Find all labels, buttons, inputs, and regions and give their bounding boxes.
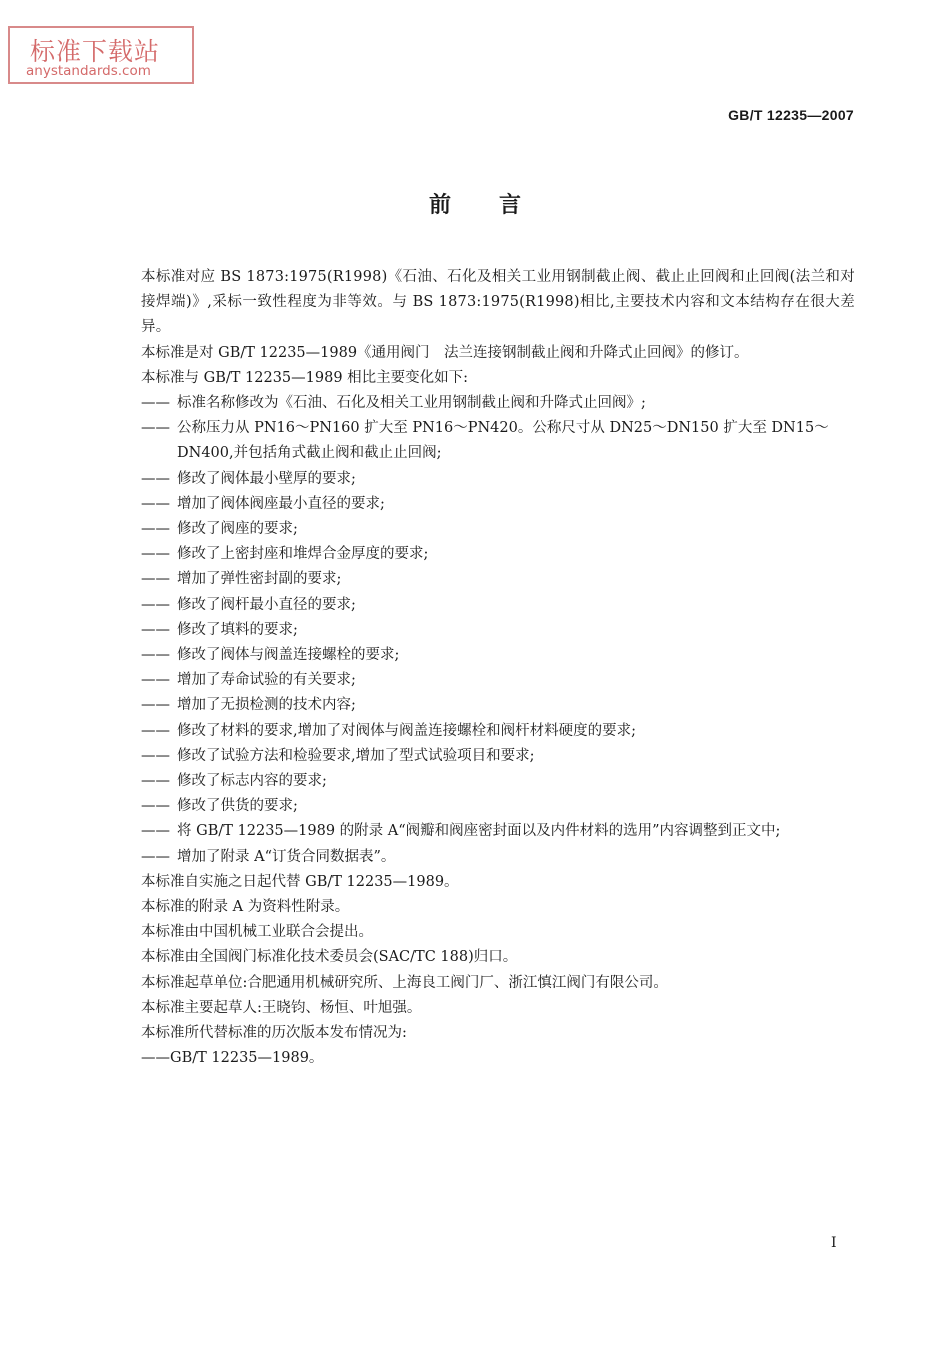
change-text: 增加了无损检测的技术内容; xyxy=(177,697,356,714)
change-item xyxy=(141,668,855,693)
change-text: 修改了阀座的要求; xyxy=(177,521,298,538)
closing-paragraph: 本标准自实施之日起代替 GB/T 12235—1989。 xyxy=(141,873,459,890)
document-body xyxy=(141,265,855,1072)
change-item xyxy=(141,819,855,844)
change-item xyxy=(141,769,855,794)
change-item xyxy=(141,719,855,744)
change-text: 修改了供货的要求; xyxy=(177,798,298,815)
change-text: 增加了弹性密封副的要求; xyxy=(177,571,342,588)
history-item xyxy=(141,1046,855,1071)
change-item xyxy=(141,517,855,542)
closing-paragraph: 本标准由中国机械工业联合会提出。 xyxy=(141,924,373,941)
dash-mark: —— xyxy=(141,647,170,664)
change-item xyxy=(141,593,855,618)
change-item xyxy=(141,794,855,819)
dash-mark: —— xyxy=(141,722,170,739)
closing-paragraph: 本标准主要起草人:王晓钧、杨恒、叶旭强。 xyxy=(141,999,422,1016)
change-item xyxy=(141,643,855,668)
dash-mark: —— xyxy=(141,672,170,689)
change-text: 增加了阀体阀座最小直径的要求; xyxy=(177,495,385,512)
closing-paragraph: 本标准的附录 A 为资料性附录。 xyxy=(141,899,350,916)
dash-mark: —— xyxy=(141,848,170,865)
change-text: 修改了阀体与阀盖连接螺栓的要求; xyxy=(177,647,400,664)
intro-paragraph: 本标准与 GB/T 12235—1989 相比主要变化如下: xyxy=(141,369,469,386)
change-text: 修改了阀体最小壁厚的要求; xyxy=(177,470,356,487)
dash-mark: —— xyxy=(141,395,170,412)
watermark-stamp xyxy=(8,26,194,84)
change-text: 增加了附录 A“订货合同数据表”。 xyxy=(177,848,396,865)
change-item xyxy=(141,567,855,592)
change-item xyxy=(141,416,855,466)
change-text: 修改了填料的要求; xyxy=(177,621,298,638)
change-item xyxy=(141,391,855,416)
change-text: 修改了阀杆最小直径的要求; xyxy=(177,596,356,613)
dash-mark: —— xyxy=(141,596,170,613)
watermark-url: anystandards.com xyxy=(26,63,151,79)
dash-mark: —— xyxy=(141,697,170,714)
dash-mark: —— xyxy=(141,1050,170,1067)
dash-mark: —— xyxy=(141,571,170,588)
history-text: GB/T 12235—1989。 xyxy=(170,1050,324,1067)
change-item xyxy=(141,492,855,517)
change-text: 修改了试验方法和检验要求,增加了型式试验项目和要求; xyxy=(177,747,535,764)
dash-mark: —— xyxy=(141,546,170,563)
change-item xyxy=(141,744,855,769)
change-text: 增加了寿命试验的有关要求; xyxy=(177,672,356,689)
closing-paragraph: 本标准由全国阀门标准化技术委员会(SAC/TC 188)归口。 xyxy=(141,949,518,966)
dash-mark: —— xyxy=(141,798,170,815)
intro-paragraph: 本标准对应 BS 1873:1975(R1998)《石油、石化及相关工业用钢制截止阀、截止止回阀和止回阀(法兰和对接焊端)》,采标一致性程度为非等效。与 BS 1873:1975(R1998)相比,主要技术内容和文本结构存在很大差异。 xyxy=(141,269,855,336)
change-item xyxy=(141,693,855,718)
change-text: 公称压力从 PN16～PN160 扩大至 PN16～PN420。公称尺寸从 DN25～DN150 扩大至 DN15～DN400,并包括角式截止阀和截止止回阀; xyxy=(177,420,829,462)
watermark-title: 标准下载站 xyxy=(30,37,161,66)
change-text: 将 GB/T 12235—1989 的附录 A“阀瓣和阀座密封面以及内件材料的选用”内容调整到正文中; xyxy=(177,823,781,840)
dash-mark: —— xyxy=(141,773,170,790)
standard-number: GB/T 12235—2007 xyxy=(728,107,854,123)
change-text: 修改了标志内容的要求; xyxy=(177,773,327,790)
dash-mark: —— xyxy=(141,420,170,437)
page-title: 前言 xyxy=(428,193,569,218)
dash-mark: —— xyxy=(141,747,170,764)
change-text: 修改了上密封座和堆焊合金厚度的要求; xyxy=(177,546,429,563)
closing-paragraph: 本标准所代替标准的历次版本发布情况为: xyxy=(141,1025,407,1042)
change-text: 标准名称修改为《石油、石化及相关工业用钢制截止阀和升降式止回阀》; xyxy=(177,395,646,412)
dash-mark: —— xyxy=(141,495,170,512)
change-item xyxy=(141,845,855,870)
intro-paragraph: 本标准是对 GB/T 12235—1989《通用阀门 法兰连接钢制截止阀和升降式止回阀》的修订。 xyxy=(141,344,749,361)
change-item xyxy=(141,542,855,567)
change-item xyxy=(141,618,855,643)
page-number: I xyxy=(831,1235,837,1251)
dash-mark: —— xyxy=(141,521,170,538)
change-item xyxy=(141,467,855,492)
change-text: 修改了材料的要求,增加了对阀体与阀盖连接螺栓和阀杆材料硬度的要求; xyxy=(177,722,636,739)
dash-mark: —— xyxy=(141,470,170,487)
dash-mark: —— xyxy=(141,823,170,840)
closing-paragraph: 本标准起草单位:合肥通用机械研究所、上海良工阀门厂、浙江慎江阀门有限公司。 xyxy=(141,974,668,991)
dash-mark: —— xyxy=(141,621,170,638)
